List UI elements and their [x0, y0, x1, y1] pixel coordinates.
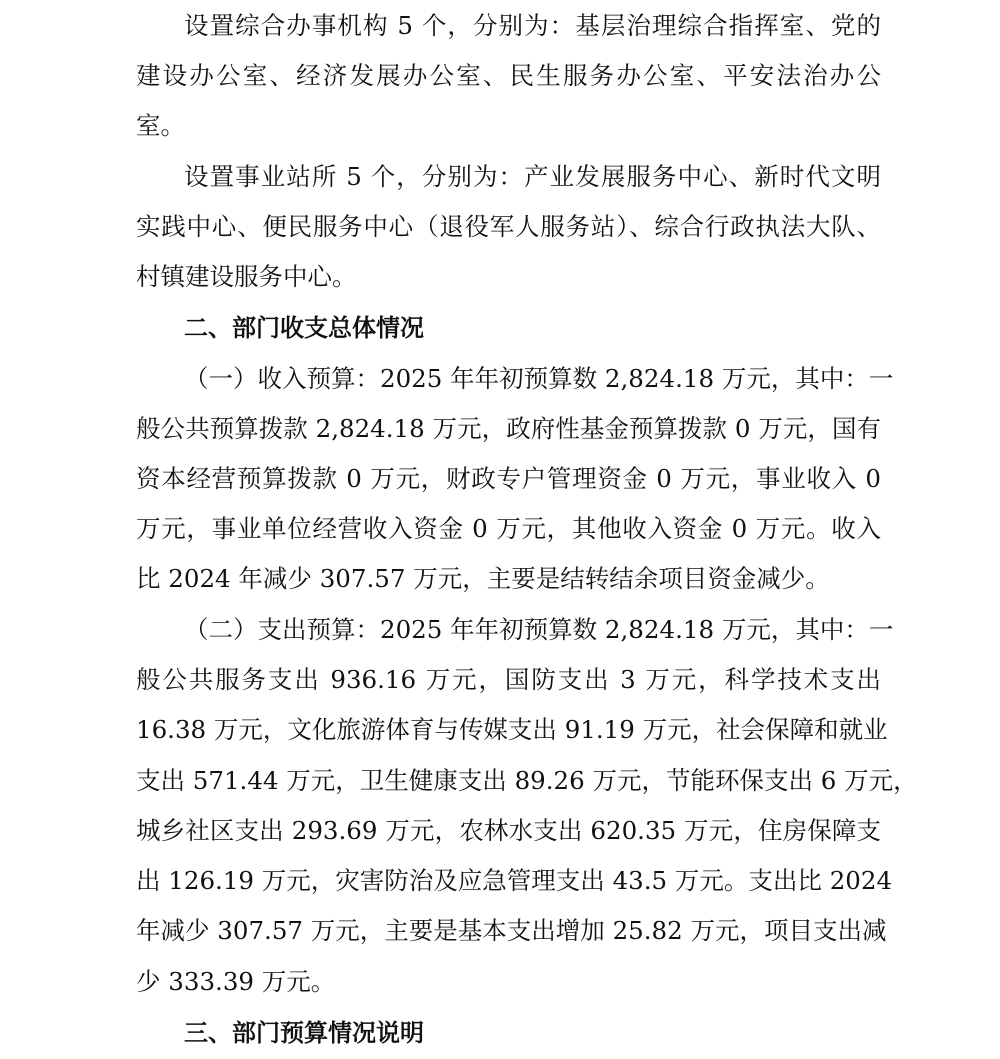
paragraph-line-3: 室。 [136, 111, 185, 140]
paragraph-line-16: 支出 571.44 万元，卫生健康支出 89.26 万元，节能环保支出 6 万元， [136, 766, 918, 795]
paragraph-line-20: 少 333.39 万元。 [136, 967, 336, 996]
paragraph-line-9: 般公共预算拨款 2,824.18 万元，政府性基金预算拨款 0 万元，国有 [136, 414, 881, 443]
paragraph-line-6: 村镇建设服务中心。 [136, 262, 357, 291]
paragraph-line-8: （一）收入预算：2025 年年初预算数 2,824.18 万元，其中：一 [184, 364, 894, 393]
paragraph-line-14: 般公共服务支出 936.16 万元，国防支出 3 万元，科学技术支出 [136, 665, 881, 694]
paragraph-line-15: 16.38 万元，文化旅游体育与传媒支出 91.19 万元，社会保障和就业 [136, 715, 888, 744]
paragraph-line-19: 年减少 307.57 万元，主要是基本支出增加 25.82 万元，项目支出减 [136, 916, 887, 945]
paragraph-line-13: （二）支出预算：2025 年年初预算数 2,824.18 万元，其中：一 [184, 615, 894, 644]
paragraph-line-10: 资本经营预算拨款 0 万元，财政专户管理资金 0 万元，事业收入 0 [136, 464, 881, 493]
paragraph-line-2: 建设办公室、经济发展办公室、民生服务办公室、平安法治办公 [136, 61, 881, 90]
paragraph-line-4: 设置事业站所 5 个，分别为：产业发展服务中心、新时代文明 [184, 162, 881, 191]
section-heading-2: 二、部门收支总体情况 [184, 314, 424, 342]
paragraph-line-5: 实践中心、便民服务中心（退役军人服务站）、综合行政执法大队、 [136, 212, 881, 241]
paragraph-line-12: 比 2024 年减少 307.57 万元，主要是结转结余项目资金减少。 [136, 564, 830, 593]
paragraph-line-17: 城乡社区支出 293.69 万元，农林水支出 620.35 万元，住房保障支 [136, 816, 881, 845]
section-heading-3: 三、部门预算情况说明 [184, 1019, 424, 1047]
paragraph-line-18: 出 126.19 万元，灾害防治及应急管理支出 43.5 万元。支出比 2024 [136, 866, 893, 895]
paragraph-line-11: 万元，事业单位经营收入资金 0 万元，其他收入资金 0 万元。收入 [136, 514, 881, 543]
paragraph-line-1: 设置综合办事机构 5 个，分别为：基层治理综合指挥室、党的 [184, 11, 881, 40]
